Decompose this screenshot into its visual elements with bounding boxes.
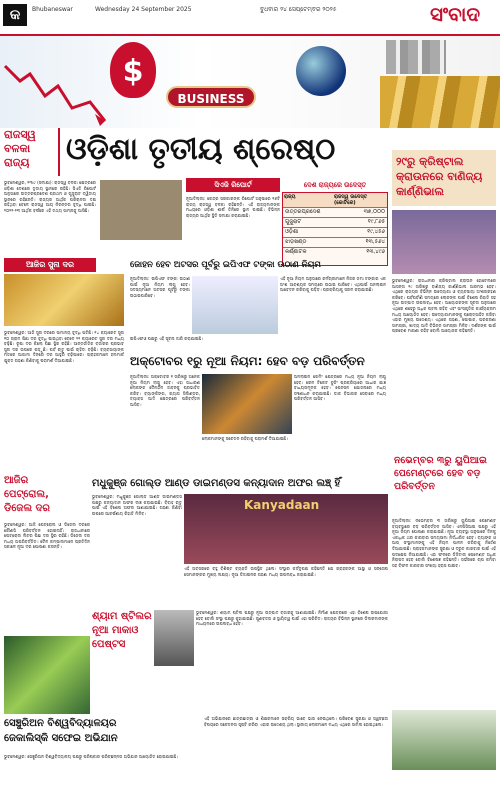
kanya-headline: ମଧୁକୁଞ୍ଜ ଗୋଲ୍ଡ ଆଣ୍ଡ ଡାଇମଣ୍ଡସ କନ୍ୟାଦାନ ଅଫର ଲଞ୍ଚ୍ ହିଁ: [92, 478, 341, 489]
masthead: [0, 0, 500, 36]
date: Wednesday 24 September 2025: [95, 6, 192, 13]
revenue-table: [282, 192, 388, 266]
side-story-headline: ୨୯ରୁ କ୍ରିଷ୍ଟାଲ କ୍ରାଉନରେ ବାଣିଜ୍ୟ କାର୍ଣ୍ଣିଭାଲ: [396, 155, 483, 198]
odia-date: ବୁଧବାର ୨୪ ସେପ୍ଟେମ୍ବର ୨୦୨୫: [260, 6, 337, 13]
table-title: ଦେଶ ରାଜ୍ୟରେ ଉଦେସ୍ତ: [303, 181, 367, 189]
gold-bars-image: [380, 76, 500, 128]
upi-phone-photo: [392, 710, 496, 770]
side-story-head-box: [392, 150, 496, 206]
table-row: [283, 227, 387, 237]
bottom-body-1: ଭୁବନେଶ୍ୱର: ସେଞ୍ଚୁରିଅନ ବିଶ୍ୱବିଦ୍ୟାଳୟ ପକ୍ଷରୁ ପରିଷ୍କାର ପରିଚ୍ଛନ୍ନତା ଅଭିଯାନ ଆୟୋଜିତ ହୋଇଯାଇଛି।: [4, 754, 179, 759]
table-cell: ଓଡ଼ିଶା: [285, 229, 299, 235]
kanya-body-2: ଏହି ଅବସରରେ ବହୁ ବିଶିଷ୍ଟ ବ୍ୟକ୍ତି ଉପସ୍ଥିତ ଥିଲେ। ସଂସ୍ଥାର କର୍ତ୍ତୃପକ୍ଷ କହିଛନ୍ତି ଯେ ଗ୍ରାହକଙ୍କ ଆସ୍ଥା ଓ ସନ୍ତୋଷ ସେମାନଙ୍କର ମୁଖ୍ୟ ଲକ୍ଷ୍ୟ। ନୂଆ ଡିଜାଇନର ଗହଣା ମଧ୍ୟ ଉପଲବ୍ଧ କରାଯାଇଛି।: [184, 566, 388, 577]
table-cell: ଝାଡ଼ଖଣ୍ଡ: [285, 239, 307, 245]
table-cell: ୧୩,୪୯୬: [366, 249, 385, 255]
october-headline: ଅକ୍ଟୋବର ୧ରୁ ନୂଆ ନିୟମ: ହେବ ବଡ଼ ପରିବର୍ତ୍ତନ: [130, 354, 365, 368]
online-gaming-photo: [202, 374, 292, 434]
makeup-headline-line: ଶ୍ୟାମ ଷ୍ଟିଲର: [92, 611, 152, 622]
table-cell: ୩୭,୦୦୦: [363, 209, 385, 215]
table-row: [283, 217, 387, 227]
pf-headline: ଜୋହନ ହେବ ଅଟସର ପୂର୍ବରୁ ଇପିଏଫ ଟଙ୍କା ଉଠାଣ ନିୟମ: [130, 260, 321, 270]
pf-body-2: ଏହି ନୂଆ ନିୟମ ଅନୁସାରେ କର୍ମଚାରୀମାନେ ନିଜର ଜମା ଟଙ୍କାର ଏକ ଅଂଶ ଆବଶ୍ୟକ ସମୟରେ ଉଠାଇ ପାରିବେ। ଏଥିପାଇଁ ଅନଲାଇନ ଆବେଦନ କରିବାକୁ ପଡ଼ିବ। ପ୍ରକ୍ରିୟାକୁ ସରଳ କରାଯାଇଛି।: [280, 276, 386, 293]
table-row: [283, 207, 387, 217]
brand-logo: ସଂବାଦ: [430, 2, 481, 26]
business-banner: [0, 36, 500, 128]
makeup-headline: [92, 610, 152, 670]
report-label: ସିଏଜି ରିପୋର୍ଟ: [186, 178, 280, 192]
globe-icon: [296, 46, 346, 96]
lead-headline: ଓଡ଼ିଶା ତୃତୀୟ ଶ୍ରେଷ୍ଠ: [66, 132, 336, 167]
gold-jewellery-photo: [4, 274, 124, 326]
stock-chart-graphic: [0, 36, 110, 128]
upi-body: ନୂଆଦିଲ୍ଲୀ: ନଭେମ୍ବର ୩ ତାରିଖରୁ ୟୁପିଆଇ ପେମେଣ୍ଟ ବ୍ୟବସ୍ଥାରେ ବଡ଼ ପରିବର୍ତ୍ତନ ଆସିବ। ଏନପିସିଆଇ ପକ୍ଷରୁ ଏହି ନୂଆ ନିୟମ ଘୋଷଣା କରାଯାଇଛି। ନୂଆ ବ୍ୟବସ୍ଥା ଅନୁସାରେ ଦିନକୁ ଏକାଧିକ ଥର କାରବାର ସମୟସୀମା ନିର୍ଦ୍ଧାରିତ ହେବ। ବ୍ୟାଙ୍କ ଓ ଆପ୍ ସଂସ୍ଥାମାନଙ୍କୁ ଏହି ନିୟମ ପାଳନ କରିବାକୁ ନିର୍ଦ୍ଦେଶ ଦିଆଯାଇଛି। ଗ୍ରାହକମାନଙ୍କ ସୁରକ୍ଷା ଓ ଦ୍ରୁତ କାରବାର ପାଇଁ ଏହି ପଦକ୍ଷେପ ନିଆଯାଇଛି। ଏହା ଫଳରେ ଡିଜିଟାଲ ପେମେଣ୍ଟ ଅଧିକ ନିରାପଦ ହେବ ବୋଲି ବିଶେଷଜ୍ଞ କହିଛନ୍ତି। ସର୍ଭରରେ ଚାପ କମିବା ସହ ବିଫଳ କାରବାର ସଂଖ୍ୟା ହ୍ରାସ ପାଇବ।: [392, 518, 496, 568]
fuel-body: ଭୁବନେଶ୍ୱର: ଆଜି ପେଟ୍ରୋଲ ଓ ଡିଜେଲ ଦରରେ କୌଣସି ପରିବର୍ତ୍ତନ ହୋଇନାହିଁ। ରାଜଧାନୀରେ ପେଟ୍ରୋଲ ଲିଟର ପିଛା ଦର ସ୍ଥିର ରହିଛି। ଡିଜେଲ ଦର ମଧ୍ୟ ଅପରିବର୍ତ୍ତିତ। ତୈଳ କମ୍ପାନୀମାନେ ପ୍ରତିଦିନ ସକାଳେ ନୂଆ ଦର ଘୋଷଣା କରନ୍ତି।: [4, 522, 90, 550]
silver-bars-image: [386, 40, 446, 74]
kanya-photo-banner: Kanyadaan: [244, 498, 320, 512]
pf-body-3: ଇପିଏଫଓ ପକ୍ଷରୁ ଏହି ସୂଚନା ଜାରି କରାଯାଇଛି।: [130, 336, 204, 341]
carnival-photo: [392, 210, 496, 274]
makeup-photo: [154, 610, 194, 666]
table-cell: ୧୩,୫୬୪: [365, 239, 385, 245]
bottom-headline-line: ସେଞ୍ଚୁରିଅନ ବିଶ୍ୱବିଦ୍ୟାଳୟର: [4, 718, 117, 729]
kicker-line: ରାଜସ୍ୱ: [4, 128, 36, 141]
edition-logo: କ: [3, 4, 27, 26]
table-cell: ଗୁଜୁରାଟ: [285, 219, 302, 225]
bottom-headline-line: ଜେକାଲିସ୍କି ସଫେଇ ଅଭିଯାନ: [4, 733, 118, 744]
october-body-1: ନୂଆଦିଲ୍ଲୀ: ଅକ୍ଟୋବର ୧ ତାରିଖରୁ ଅନେକ ନୂଆ ନିୟମ ଲାଗୁ ହେବ। ଏହା ସାଧାରଣ ଲୋକଙ୍କ ଦୈନନ୍ଦିନ ଜୀବନକୁ ପ୍ରଭାବିତ କରିବ। ବ୍ୟାଙ୍କିଙ୍ଗ, ଗ୍ୟାସ ସିଲିଣ୍ଡର, ଟ୍ୟାକ୍ସ ଆଦି କ୍ଷେତ୍ରରେ ପରିବର୍ତ୍ତନ ଆସିବ।: [130, 374, 200, 407]
bottom-body-2: ଏହି ଅଭିଯାନରେ ଛାତ୍ରଛାତ୍ରୀ ଓ ଶିକ୍ଷକମାନେ ସକ୍ରିୟ ଭାବେ ଭାଗ ନେଇଥିଲେ। ପରିବେଶ ସୁରକ୍ଷା ଓ ସ୍ୱଚ୍ଛତା ବିଷୟରେ ସଚେତନତା ସୃଷ୍ଟି କରିବା ଏହାର ଉଦ୍ଦେଶ୍ୟ ଥିଲା। ସ୍ଥାନୀୟ ଲୋକମାନେ ମଧ୍ୟ ଏଥିରେ ସାମିଲ ହୋଇଥିଲେ।: [204, 716, 388, 727]
kanya-photo: [184, 494, 388, 564]
bottom-headline: [4, 716, 200, 752]
money-bag-icon: $: [110, 42, 156, 98]
city: Bhubaneswar: [32, 6, 73, 13]
lead-body: ଭୁବନେଶ୍ୱର, ୨୩ା୯ (ସମୀକ୍ଷା): ରାଜସ୍ୱ ବଳକା କ୍ଷେତ୍ରରେ ଓଡ଼ିଶା ଦେଶରେ ତୃତୀୟ ସ୍ଥାନରେ ରହିଛି। ସିଏଜି ରିପୋର୍ଟ ଅନୁସାରେ ଉତ୍ତରପ୍ରଦେଶ ପ୍ରଥମ ଓ ଗୁଜୁରାଟ ଦ୍ୱିତୀୟ ସ୍ଥାନରେ ରହିଛନ୍ତି। ରାଜ୍ୟର ଆର୍ଥିକ ପରିଚାଳନା ଦକ୍ଷ ରହିଥିବା ବେଳେ ରାଜସ୍ୱ ଆୟ ନିରନ୍ତର ବୃଦ୍ଧି ପାଇଛି। ୨୦୨୨-୨୩ ଆର୍ଥିକ ବର୍ଷରେ ଏହି ତଥ୍ୟ ସାମ୍ନାକୁ ଆସିଛି।: [4, 180, 96, 213]
lead-kicker: [4, 128, 60, 176]
epfo-photo: [192, 276, 278, 334]
gold-rate-body: ଭୁବନେଶ୍ୱର: ଆଜି ସୁନା ଦରରେ ସାମାନ୍ୟ ବୃଦ୍ଧି ଘଟିଛି। ୨୪ କ୍ୟାରେଟ ସୁନା ୧୦ ଗ୍ରାମ ପିଛା ଦର ବୃଦ୍ଧି ପାଇଥିବା ବେଳେ ୨୨ କ୍ୟାରେଟ ସୁନା ଦର ମଧ୍ୟ ବଢ଼ିଛି। ରୂପା ଦର କିଲୋ ପିଛା ସ୍ଥିର ରହିଛି। ଆନ୍ତର୍ଜାତିକ ବଜାରର ପ୍ରଭାବ ସୁନା ଦର ଉପରେ ପଡ଼ୁଛି। ପର୍ବ ଋତୁ ପାଇଁ ଚାହିଦା ବଢ଼ିଛି। ବ୍ୟବସାୟୀଙ୍କ ମତରେ ଆଗାମୀ ଦିନରେ ଦର ଆହୁରି ବଢ଼ିପାରେ। ଗ୍ରାହକମାନେ ହଲମାର୍କ ଯୁକ୍ତ ଗହଣା କିଣିବାକୁ ପରାମର୍ଶ ଦିଆଯାଇଛି।: [4, 330, 124, 363]
table-cell: ଉତ୍ତରପ୍ରଦେଶ: [285, 209, 321, 215]
coin-photo: [100, 180, 182, 240]
makeup-headline-line: ନୂଆ ମାକାଓ: [92, 625, 139, 636]
table-row: [283, 237, 387, 247]
kicker-line: ରାଜ୍ୟ: [4, 156, 30, 169]
fuel-label: [4, 474, 84, 518]
gold-rate-label: ଆଜିର ସୁନା ଦର: [4, 258, 96, 272]
report-body: ନୂଆଦିଲ୍ଲୀ: କେନ୍ଦ୍ର ସରକାରଙ୍କ ରିପୋର୍ଟ ଅନୁସାରେ ୧୬ଟି ରାଜ୍ୟ ରାଜସ୍ୱ ବଳକା ରହିଛନ୍ତି। ଏହି ରାଜ୍ୟମାନଙ୍କ ମଧ୍ୟରେ ଓଡ଼ିଶା ଶୀର୍ଷ ତିନିରେ ସ୍ଥାନ ପାଇଛି। ବିଭିନ୍ନ ରାଜ୍ୟର ଆର୍ଥିକ ସ୍ଥିତି ସମୀକ୍ଷା କରାଯାଇଛି।: [186, 196, 280, 218]
fuel-label-line: ପେଟ୍ରୋଲ,: [4, 489, 49, 500]
business-label: BUSINESS: [166, 86, 256, 108]
upi-headline-box: [392, 452, 496, 514]
kicker-line: ବଳକା: [4, 142, 31, 155]
table-cell: କର୍ଣ୍ଣାଟକ: [285, 249, 307, 255]
table-header: ରାଜସ୍ୱ ଉଦେସ୍ତ (କୋଟିରେ): [334, 194, 368, 206]
fuel-label-line: ଆଜିର: [4, 475, 29, 486]
table-row: [283, 247, 387, 257]
table-cell: ୧୯,୮୬୫: [367, 219, 385, 225]
pf-body-1: ନୂଆଦିଲ୍ଲୀ: ଇପିଏଫ ଟଙ୍କା ଉଠାଣ ପାଇଁ ନୂଆ ନିୟମ ଲାଗୁ ହେବ। ସଦସ୍ୟମାନେ ଅଟସର ପୂର୍ବରୁ ଟଙ୍କା ଉଠାଇପାରିବେ।: [130, 276, 190, 298]
october-body-2: ଅନଲାଇନ ଗେମିଂ କ୍ଷେତ୍ରରେ ମଧ୍ୟ ନୂଆ ନିୟମ ଲାଗୁ ହେବ। ରେଳ ଟିକେଟ ବୁକିଂ ପ୍ରକ୍ରିୟାରେ ଆଧାର ଯାଞ୍ଚ ବାଧ୍ୟତାମୂଳକ ହେବ। ପେନସନ ଯୋଜନାରେ ମଧ୍ୟ ସଂଶୋଧନ କରାଯାଇଛି। ଡାକ ବିଭାଗର ସେବାରେ ମଧ୍ୟ ପରିବର୍ତ୍ତନ ଆସିବ।: [294, 374, 386, 402]
table-cell: ୧୯,୪୫୬: [367, 229, 385, 235]
kanya-body-1: ଭୁବନେଶ୍ୱର: ମଧୁକୁଞ୍ଜ ଗୋଲ୍ଡ ଆଣ୍ଡ ଡାଇମଣ୍ଡସ ପକ୍ଷରୁ କନ୍ୟାଦାନ ଅଫର ଲଞ୍ଚ କରାଯାଇଛି। ବିବାହ ଋତୁ ପାଇଁ ଏହି ବିଶେଷ ଅଫର ଆଣାଯାଇଛି। ଗହଣା କିଣିବା ଉପରେ ଆକର୍ଷଣୀୟ ରିହାତି ମିଳିବ।: [92, 494, 182, 516]
makeup-headline-line: ପେଷ୍ଟସ: [92, 639, 126, 650]
upi-headline: ନଭେମ୍ବର ୩ରୁ ୟୁପିଆଇ ପେମେଣ୍ଟରେ ହେବ ବଡ଼ ପରିବର୍ତ୍ତନ: [394, 455, 487, 492]
fuel-label-line: ଡିଜେଲ ଦର: [4, 503, 50, 514]
table-header: ରାଜ୍ୟ: [284, 194, 296, 200]
october-body-3: ଲୋକମାନଙ୍କୁ ସଚେତନ ରହିବାକୁ ପରାମର୍ଶ ଦିଆଯାଇଛି।: [202, 436, 288, 441]
side-story-body: ଭୁବନେଶ୍ୱର: ରାଜଧାନୀର କ୍ରିଷ୍ଟାଲ କ୍ରାଉନ ହୋଟେଲରେ ଆସନ୍ତା ୨୯ ତାରିଖରୁ ବାଣିଜ୍ୟ କାର୍ଣ୍ଣିଭାଲ ଆରମ୍ଭ ହେବ। ଏଥିରେ ରାଜ୍ୟର ବିଭିନ୍ନ ଉଦ୍ୟୋଗୀ ଓ ବ୍ୟବସାୟୀ ଅଂଶଗ୍ରହଣ କରିବେ। ପର୍ବପର୍ବାଣି ସମୟରେ ଲୋକଙ୍କ ପାଇଁ ବିଶେଷ ରିହାତି ସହ ନୂଆ ଉତ୍ପାଦ ଉପଲବ୍ଧ ହେବ। ଆୟୋଜକଙ୍କ ସୂଚନା ଅନୁସାରେ ଏଥିରେ ଶହେରୁ ଅଧିକ ଷ୍ଟଲ ରହିବ ଏବଂ ସାଂସ୍କୃତିକ କାର୍ଯ୍ୟକ୍ରମ ମଧ୍ୟ ଆୟୋଜିତ ହେବ। ଉଦ୍ୟୋଗୀମାନଙ୍କୁ ପ୍ରୋତ୍ସାହିତ କରିବା ଏହାର ମୁଖ୍ୟ ଉଦ୍ଦେଶ୍ୟ। ଏଥିରେ ଗହଣା, ପୋଷାକ, ଘରକରଣା ସାମଗ୍ରୀ, ଖାଦ୍ୟ ଆଦି ବିଭିନ୍ନ ସାମଗ୍ରୀ ମିଳିବ। ଦର୍ଶକଙ୍କ ପାଇଁ ପ୍ରବେଶ ମାଗଣା ରହିବ ବୋଲି ଆୟୋଜକ କହିଛନ୍ତି।: [392, 278, 496, 334]
fuel-pump-photo: [4, 636, 90, 714]
makeup-body: ଭୁବନେଶ୍ୱର: ଶ୍ୟାମ ଷ୍ଟିଲ ପକ୍ଷରୁ ନୂଆ ଉତ୍ପାଦ ବଜାରକୁ ଆଣାଯାଇଛି। ନିର୍ମାଣ କ୍ଷେତ୍ରରେ ଏହା ବିଶେଷ ଉପଯୋଗୀ ହେବ ବୋଲି ସଂସ୍ଥା ପକ୍ଷରୁ କୁହାଯାଇଛି। ଗୁଣବତ୍ତା ଓ ସ୍ଥାୟିତ୍ୱ ପାଇଁ ଏହା ପରିଚିତ। ରାଜ୍ୟର ବିଭିନ୍ନ ସ୍ଥାନରେ ଡିଲରମାନଙ୍କ ମାଧ୍ୟମରେ ଉପଲବ୍ଧ ହେବ।: [196, 610, 388, 627]
